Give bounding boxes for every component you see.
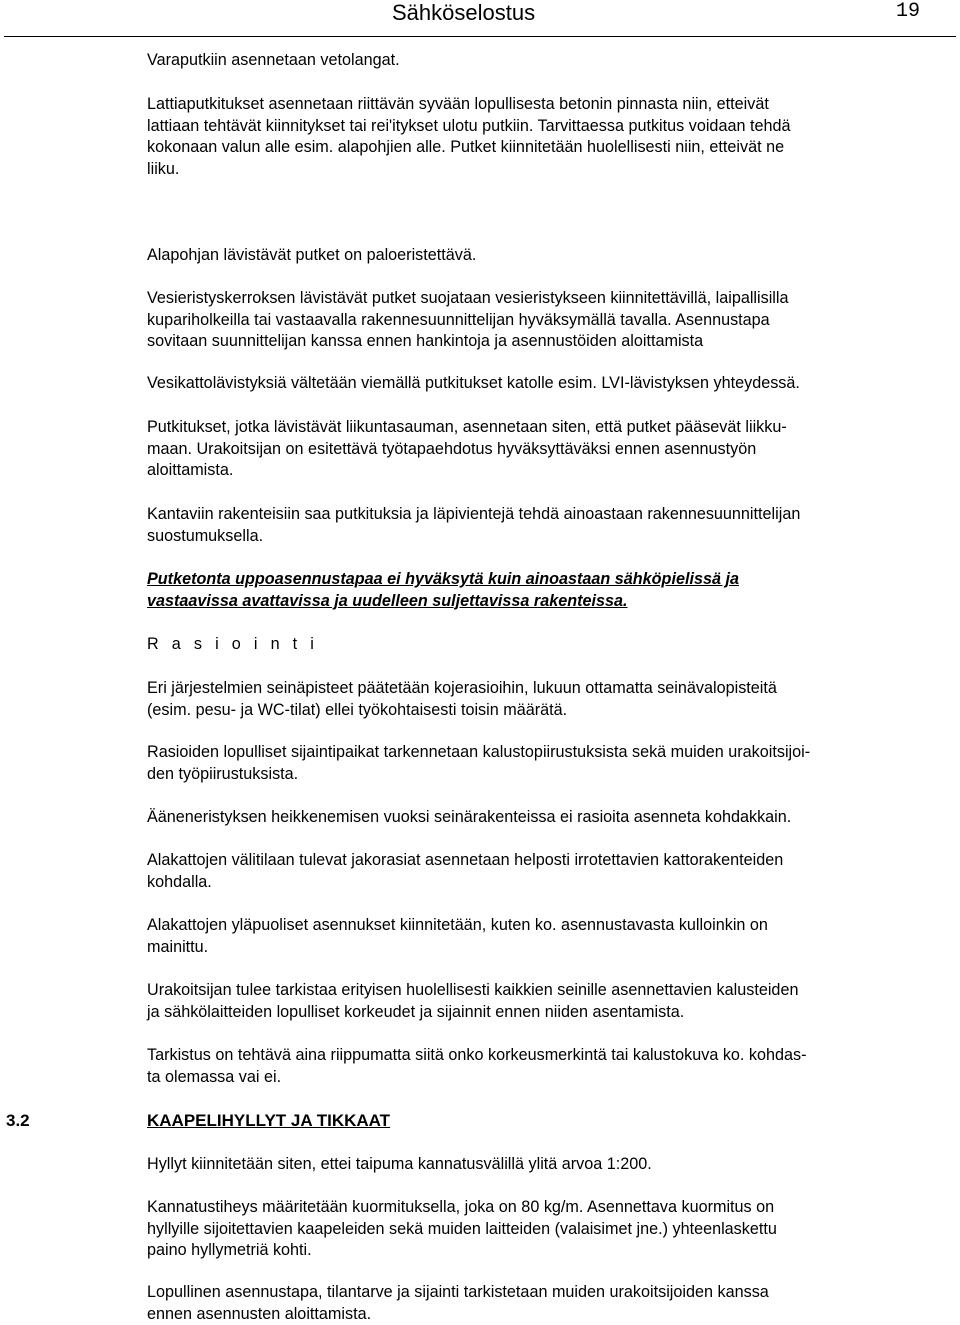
- paragraph: [147, 94, 925, 180]
- text-line: Varaputkiin asennetaan vetolangat.: [147, 51, 400, 69]
- paragraph: [147, 504, 925, 547]
- paragraph: [147, 50, 925, 72]
- page-number: 19: [896, 0, 921, 23]
- text-line: suostumuksella.: [147, 526, 264, 545]
- text-line: Kantaviin rakenteisiin saa putkituksia ja läpivientejä tehdä ainoastaan rakennesuunnittelijan: [147, 505, 801, 523]
- text-line: den työpiirustuksista.: [147, 764, 299, 783]
- paragraph: [147, 1282, 925, 1325]
- section-title: KAAPELIHYLLYT JA TIKKAAT: [147, 1111, 391, 1130]
- text-line: Lopullinen asennustapa, tilantarve ja sijainti tarkistetaan muiden urakoitsijoiden kanssa: [147, 1283, 769, 1301]
- text-line: Alakattojen yläpuoliset asennukset kiinnitetään, kuten ko. asennustavasta kulloinkin on: [147, 916, 768, 934]
- text-line: ennen asennusten aloittamista.: [147, 1304, 372, 1323]
- text-line: Eri järjestelmien seinäpisteet päätetään kojerasioihin, lukuun ottamatta seinävalopisteitä: [147, 679, 777, 697]
- paragraph: [147, 1197, 925, 1262]
- paragraph: [147, 245, 925, 267]
- text-line: ja sähkölaitteiden lopulliset korkeudet ja sijainnit ennen niiden asentamista.: [147, 1002, 685, 1021]
- paragraph: [147, 915, 925, 958]
- text-line: Hyllyt kiinnitetään siten, ettei taipuma kannatusvälillä ylitä arvoa 1:200.: [147, 1155, 652, 1173]
- text-line: Tarkistus on tehtävä aina riippumatta siitä onko korkeusmerkintä tai kalustokuva ko. kohdas-: [147, 1046, 807, 1064]
- emphasized-paragraph: [147, 569, 925, 612]
- text-line: liiku.: [147, 159, 180, 178]
- paragraph: [147, 1154, 925, 1176]
- text-line: Putkitukset, jotka lävistävät liikuntasauman, asennetaan siten, että putket pääsevät liikku-: [147, 418, 787, 436]
- text-line: Vesieristyskerroksen lävistävät putket suojataan vesieristykseen kiinnitettävillä, laipallisilla: [147, 289, 789, 307]
- paragraph: [147, 678, 925, 721]
- subheading-rasiointi: [147, 634, 925, 656]
- text-line: Rasioiden lopulliset sijaintipaikat tarkennetaan kalustopiirustuksista sekä muiden urakoitsijoi-: [147, 743, 811, 761]
- paragraph: [147, 1045, 925, 1088]
- text-line: maan. Urakoitsijan on esitettävä työtapaehdotus hyväksyttäväksi ennen asennustyön: [147, 439, 757, 458]
- text-line: Ääneneristyksen heikkenemisen vuoksi seinärakenteissa ei rasioita asenneta kohdakkain.: [147, 808, 792, 826]
- text-line: vastaavissa avattavissa ja uudelleen suljettavissa rakenteissa.: [147, 591, 628, 610]
- paragraph: [147, 373, 925, 395]
- text-line: Vesikattolävistyksiä vältetään viemällä putkitukset katolle esim. LVI-lävistyksen yhteydessä.: [147, 374, 800, 392]
- text-line: mainittu.: [147, 937, 209, 956]
- text-line: kokonaan valun alle esim. alapohjien alle. Putket kiinnitetään huolellisesti niin, etteivät ne: [147, 138, 785, 157]
- text-line: (esim. pesu- ja WC-tilat) ellei työkohtaisesti toisin määrätä.: [147, 700, 568, 719]
- text-line: Urakoitsijan tulee tarkistaa erityisen huolellisesti kaikkien seinille asennettavien kalusteiden: [147, 981, 799, 999]
- text-line: ta olemassa vai ei.: [147, 1067, 282, 1086]
- paragraph: [147, 850, 925, 893]
- paragraph: [147, 807, 925, 829]
- text-line: Alakattojen välitilaan tulevat jakorasiat asennetaan helposti irrotettavien kattorakenteiden: [147, 851, 784, 869]
- header-divider: [4, 36, 956, 37]
- section-number: 3.2: [6, 1111, 30, 1130]
- text-line: aloittamista.: [147, 461, 234, 480]
- text-line: Alapohjan lävistävät putket on paloeristettävä.: [147, 246, 477, 264]
- paragraph: [147, 980, 925, 1023]
- text-line: paino hyllymetriä kohti.: [147, 1241, 312, 1260]
- paragraph: [147, 288, 925, 353]
- text-line: kupariholkeilla tai vastaavalla rakennesuunnittelijan hyväksymällä tavalla. Asennustapa: [147, 310, 770, 329]
- text-line: lattiaan tehtävät kiinnitykset tai rei'itykset ulotu putkiin. Tarvittaessa putkitus voidaan tehdä: [147, 116, 791, 135]
- text-line: Kannatustiheys määritetään kuormituksella, joka on 80 kg/m. Asennettava kuormitus on: [147, 1198, 775, 1216]
- paragraph: [147, 742, 925, 785]
- text-line: R a s i o i n t i: [147, 635, 319, 653]
- text-line: hyllyille sijoitettavien kaapeleiden sekä muiden laitteiden (valaisimet jne.) yhteenlaskettu: [147, 1219, 777, 1238]
- text-line: sovitaan suunnittelijan kanssa ennen hankintoja ja asennustöiden aloittamista: [147, 332, 704, 351]
- document-title: Sähköselostus: [392, 0, 536, 25]
- text-line: Putketonta uppoasennustapaa ei hyväksytä kuin ainoastaan sähköpielissä ja: [147, 570, 739, 588]
- text-line: Lattiaputkitukset asennetaan riittävän syvään lopullisesta betonin pinnasta niin, etteivät: [147, 95, 769, 113]
- text-line: kohdalla.: [147, 872, 212, 891]
- paragraph: [147, 417, 925, 482]
